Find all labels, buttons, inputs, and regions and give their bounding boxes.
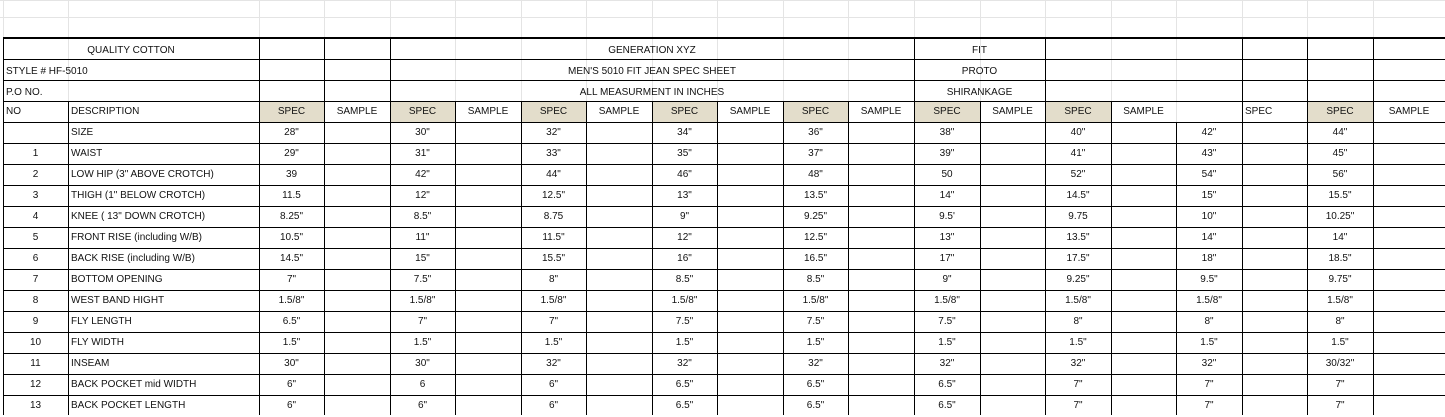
spec-value: 44" bbox=[546, 169, 561, 180]
table-border bbox=[1307, 38, 1308, 101]
row-description: SIZE bbox=[71, 127, 94, 138]
spec-value: 38" bbox=[939, 127, 955, 138]
spec-value: 42" bbox=[1201, 127, 1217, 138]
spec-value: 39" bbox=[939, 148, 955, 159]
spec-value: 30" bbox=[415, 358, 430, 369]
column-header-spec: SPEC bbox=[1245, 106, 1273, 117]
row-description: BACK POCKET mid WIDTH bbox=[71, 379, 197, 390]
spec-value: 13.5" bbox=[1066, 232, 1090, 243]
table-border bbox=[980, 101, 981, 415]
spec-value: 45" bbox=[1332, 148, 1348, 159]
column-header-spec: SPEC bbox=[539, 106, 568, 117]
table-border bbox=[717, 101, 718, 415]
spec-value: 30" bbox=[415, 127, 430, 138]
spec-value: 9.5" bbox=[1200, 274, 1218, 285]
table-border bbox=[324, 101, 325, 415]
po-number-label: P.O NO. bbox=[6, 87, 43, 98]
row-description: BOTTOM OPENING bbox=[71, 274, 163, 285]
units-note: ALL MEASURMENT IN INCHES bbox=[579, 87, 725, 98]
spec-value: 52" bbox=[1070, 169, 1086, 180]
table-border bbox=[1242, 38, 1243, 101]
spec-value: 12" bbox=[415, 190, 430, 201]
spec-value: 1.5/8" bbox=[1327, 295, 1353, 306]
spec-value: 11.5 bbox=[282, 190, 301, 201]
spec-value: 13.5" bbox=[803, 190, 827, 201]
spec-value: 37" bbox=[808, 148, 823, 159]
spec-value: 36" bbox=[808, 127, 823, 138]
table-border bbox=[586, 101, 587, 415]
spec-value: 7.5" bbox=[413, 274, 432, 285]
row-number: 12 bbox=[29, 379, 42, 390]
column-header-spec: SPEC bbox=[670, 106, 699, 117]
spec-value: 1.5" bbox=[1331, 337, 1349, 348]
spec-value: 1.5/8" bbox=[1196, 295, 1222, 306]
spec-value: 46" bbox=[677, 169, 692, 180]
spec-value: 39 bbox=[285, 169, 298, 180]
spec-value: 6" bbox=[548, 400, 559, 411]
row-description: THIGH (1" BELOW CROTCH) bbox=[71, 190, 206, 201]
row-number: 6 bbox=[32, 253, 39, 264]
spec-value: 9.25" bbox=[803, 211, 827, 222]
spec-value: 32" bbox=[808, 358, 823, 369]
spec-value: 15.5" bbox=[1328, 190, 1352, 201]
spec-value: 12.5" bbox=[803, 232, 827, 243]
spec-value: 14" bbox=[1201, 232, 1217, 243]
row-description: INSEAM bbox=[71, 358, 110, 369]
spec-value: 1.5" bbox=[544, 337, 563, 348]
column-header-spec: SPEC bbox=[408, 106, 437, 117]
spec-value: 7" bbox=[1335, 400, 1345, 411]
column-header-sample: SAMPLE bbox=[860, 106, 902, 117]
spec-value: 15.5" bbox=[541, 253, 565, 264]
spec-value: 30" bbox=[284, 358, 299, 369]
spec-value: 6" bbox=[286, 379, 297, 390]
spec-value: 7" bbox=[1073, 379, 1083, 390]
spec-value: 30/32" bbox=[1325, 358, 1355, 369]
row-number: 5 bbox=[32, 232, 39, 243]
spec-value: 9.5' bbox=[939, 211, 955, 222]
spec-value: 8.25" bbox=[279, 211, 303, 222]
table-border bbox=[455, 101, 456, 415]
row-number: 7 bbox=[32, 274, 39, 285]
table-border bbox=[1242, 101, 1243, 415]
spec-value: 6.5" bbox=[938, 379, 956, 390]
row-description: WEST BAND HIGHT bbox=[71, 295, 165, 306]
spec-value: 29" bbox=[284, 148, 299, 159]
spec-value: 32" bbox=[939, 358, 955, 369]
spec-value: 6.5" bbox=[806, 400, 825, 411]
row-description: FLY LENGTH bbox=[71, 316, 132, 327]
sheet-title: MEN'S 5010 FIT JEAN SPEC SHEET bbox=[568, 66, 736, 77]
spec-value: 8" bbox=[1073, 316, 1083, 327]
table-border bbox=[3, 37, 1445, 39]
spec-value: 11" bbox=[415, 232, 430, 243]
spec-value: 9.25" bbox=[1066, 274, 1090, 285]
spec-value: 6" bbox=[286, 400, 297, 411]
spec-value: 1.5" bbox=[938, 337, 956, 348]
spec-value: 32" bbox=[1070, 358, 1086, 369]
spec-value: 1.5/8" bbox=[409, 295, 436, 306]
column-header-sample: SAMPLE bbox=[1388, 106, 1430, 117]
spec-value: 41" bbox=[1070, 148, 1086, 159]
spec-value: 14.5" bbox=[1066, 190, 1090, 201]
column-header-sample: SAMPLE bbox=[992, 106, 1033, 117]
spec-value: 8.75 bbox=[543, 211, 564, 222]
grid-line-horizontal bbox=[0, 17, 1445, 18]
spec-value: 18" bbox=[1201, 253, 1217, 264]
column-header-sample: SAMPLE bbox=[729, 106, 771, 117]
spec-value: 32" bbox=[546, 127, 561, 138]
spec-value: 1.5" bbox=[282, 337, 301, 348]
spec-value: 6.5" bbox=[806, 379, 825, 390]
column-header-sample: SAMPLE bbox=[467, 106, 509, 117]
table-border bbox=[848, 101, 849, 415]
proto-label: PROTO bbox=[961, 66, 998, 77]
row-description: FRONT RISE (including W/B) bbox=[71, 232, 202, 243]
spec-value: 16.5" bbox=[803, 253, 827, 264]
spec-value: 16" bbox=[677, 253, 692, 264]
spec-value: 17" bbox=[939, 253, 955, 264]
spec-value: 7" bbox=[1204, 400, 1214, 411]
spec-value: 1.5/8" bbox=[278, 295, 305, 306]
row-description: WAIST bbox=[71, 148, 103, 159]
spec-value: 6" bbox=[417, 400, 428, 411]
column-header-spec: SPEC bbox=[933, 106, 961, 117]
row-description: KNEE ( 13" DOWN CROTCH) bbox=[71, 211, 206, 222]
quality-label: QUALITY COTTON bbox=[87, 45, 175, 56]
spec-value: 7.5" bbox=[938, 316, 956, 327]
spec-value: 10" bbox=[1201, 211, 1217, 222]
spec-value: 14" bbox=[939, 190, 955, 201]
column-header-sample: SAMPLE bbox=[1123, 106, 1164, 117]
spec-value: 13" bbox=[677, 190, 692, 201]
spec-value: 1.5/8" bbox=[934, 295, 960, 306]
column-header-description: DESCRIPTION bbox=[71, 106, 140, 117]
column-header-spec: SPEC bbox=[1064, 106, 1092, 117]
row-number: 10 bbox=[29, 337, 42, 348]
table-border bbox=[1373, 38, 1374, 101]
spec-value: 8.5" bbox=[806, 274, 825, 285]
spec-value: 35" bbox=[677, 148, 692, 159]
spec-value: 32" bbox=[677, 358, 692, 369]
spec-value: 12" bbox=[677, 232, 692, 243]
spec-value: 15" bbox=[1201, 190, 1217, 201]
spec-value: 9" bbox=[942, 274, 952, 285]
spec-value: 28" bbox=[284, 127, 299, 138]
column-header-no: NO bbox=[6, 106, 21, 117]
spec-value: 33" bbox=[546, 148, 561, 159]
spec-value: 9" bbox=[679, 211, 690, 222]
spec-value: 32" bbox=[1201, 358, 1217, 369]
table-border bbox=[1373, 101, 1374, 415]
row-number: 1 bbox=[32, 148, 39, 159]
column-header-sample: SAMPLE bbox=[598, 106, 640, 117]
row-description: BACK RISE (including W/B) bbox=[71, 253, 195, 264]
row-number bbox=[3, 123, 68, 144]
spec-value: 9.75 bbox=[1068, 211, 1088, 222]
spec-value: 48" bbox=[808, 169, 823, 180]
table-border bbox=[1045, 38, 1046, 101]
row-number: 13 bbox=[29, 400, 42, 411]
spec-value: 6.5" bbox=[675, 379, 694, 390]
spec-value: 6.5" bbox=[938, 400, 956, 411]
spec-value: 8" bbox=[548, 274, 559, 285]
spec-value: 1.5/8" bbox=[1065, 295, 1091, 306]
spec-value: 14.5" bbox=[279, 253, 303, 264]
column-header-spec: SPEC bbox=[801, 106, 830, 117]
spec-value: 17.5" bbox=[1066, 253, 1090, 264]
spec-value: 32" bbox=[546, 358, 561, 369]
row-description: LOW HIP (3" ABOVE CROTCH) bbox=[71, 169, 214, 180]
column-header-spec: SPEC bbox=[277, 106, 306, 117]
shrinkage-label: SHIRANKAGE bbox=[946, 87, 1013, 98]
grid-line-horizontal bbox=[0, 0, 1445, 1]
spec-value: 50 bbox=[941, 169, 953, 180]
spec-value: 7" bbox=[1335, 379, 1345, 390]
row-number: 8 bbox=[32, 295, 39, 306]
spec-value: 7" bbox=[1073, 400, 1083, 411]
spec-value: 34" bbox=[677, 127, 692, 138]
spec-value: 14" bbox=[1332, 232, 1348, 243]
spec-value: 9.75" bbox=[1328, 274, 1352, 285]
column-header-sample: SAMPLE bbox=[336, 106, 378, 117]
spec-value: 12.5" bbox=[541, 190, 565, 201]
spec-value: 8.5" bbox=[413, 211, 432, 222]
generation-label: GENERATION XYZ bbox=[608, 45, 696, 56]
spec-value: 54" bbox=[1201, 169, 1217, 180]
spec-value: 56" bbox=[1332, 169, 1348, 180]
spec-value: 6.5" bbox=[282, 316, 301, 327]
row-number: 2 bbox=[32, 169, 39, 180]
spec-value: 6" bbox=[548, 379, 559, 390]
spec-value: 31" bbox=[415, 148, 430, 159]
row-number: 3 bbox=[32, 190, 39, 201]
fit-label: FIT bbox=[972, 45, 987, 56]
row-number: 4 bbox=[32, 211, 39, 222]
spec-value: 7" bbox=[548, 316, 559, 327]
row-description: BACK POCKET LENGTH bbox=[71, 400, 186, 411]
spec-value: 7" bbox=[1204, 379, 1214, 390]
spec-value: 1.5/8" bbox=[802, 295, 829, 306]
spec-value: 40" bbox=[1070, 127, 1086, 138]
spec-value: 1.5/8" bbox=[671, 295, 698, 306]
spec-value: 13" bbox=[939, 232, 955, 243]
spec-value: 7" bbox=[286, 274, 297, 285]
spec-value: 8.5" bbox=[675, 274, 694, 285]
spec-value: 7" bbox=[417, 316, 428, 327]
spec-value: 42" bbox=[415, 169, 430, 180]
spec-value: 6 bbox=[419, 379, 426, 390]
spec-value: 1.5" bbox=[1069, 337, 1087, 348]
row-number: 9 bbox=[32, 316, 39, 327]
spec-value: 15" bbox=[415, 253, 430, 264]
table-border bbox=[1111, 101, 1112, 415]
spec-value: 11.5" bbox=[542, 232, 565, 243]
spec-value: 10.5" bbox=[279, 232, 303, 243]
table-border bbox=[259, 38, 260, 101]
table-border bbox=[324, 38, 325, 101]
spec-value: 7.5" bbox=[806, 316, 825, 327]
spec-value: 8" bbox=[1335, 316, 1345, 327]
column-header-spec: SPEC bbox=[1326, 106, 1354, 117]
row-description: FLY WIDTH bbox=[71, 337, 124, 348]
spec-value: 1.5" bbox=[413, 337, 432, 348]
spec-value: 1.5" bbox=[806, 337, 825, 348]
spec-value: 1.5/8" bbox=[540, 295, 567, 306]
style-number: STYLE # HF-5010 bbox=[6, 66, 88, 77]
spec-value: 1.5" bbox=[1200, 337, 1218, 348]
spec-value: 43" bbox=[1201, 148, 1217, 159]
row-number: 11 bbox=[30, 358, 41, 369]
spec-value: 8" bbox=[1204, 316, 1214, 327]
spec-value: 6.5" bbox=[675, 400, 694, 411]
spec-value: 18.5" bbox=[1328, 253, 1352, 264]
spec-value: 10.25" bbox=[1325, 211, 1355, 222]
spec-value: 44" bbox=[1332, 127, 1348, 138]
spec-value: 1.5" bbox=[675, 337, 694, 348]
spec-value: 7.5" bbox=[675, 316, 694, 327]
